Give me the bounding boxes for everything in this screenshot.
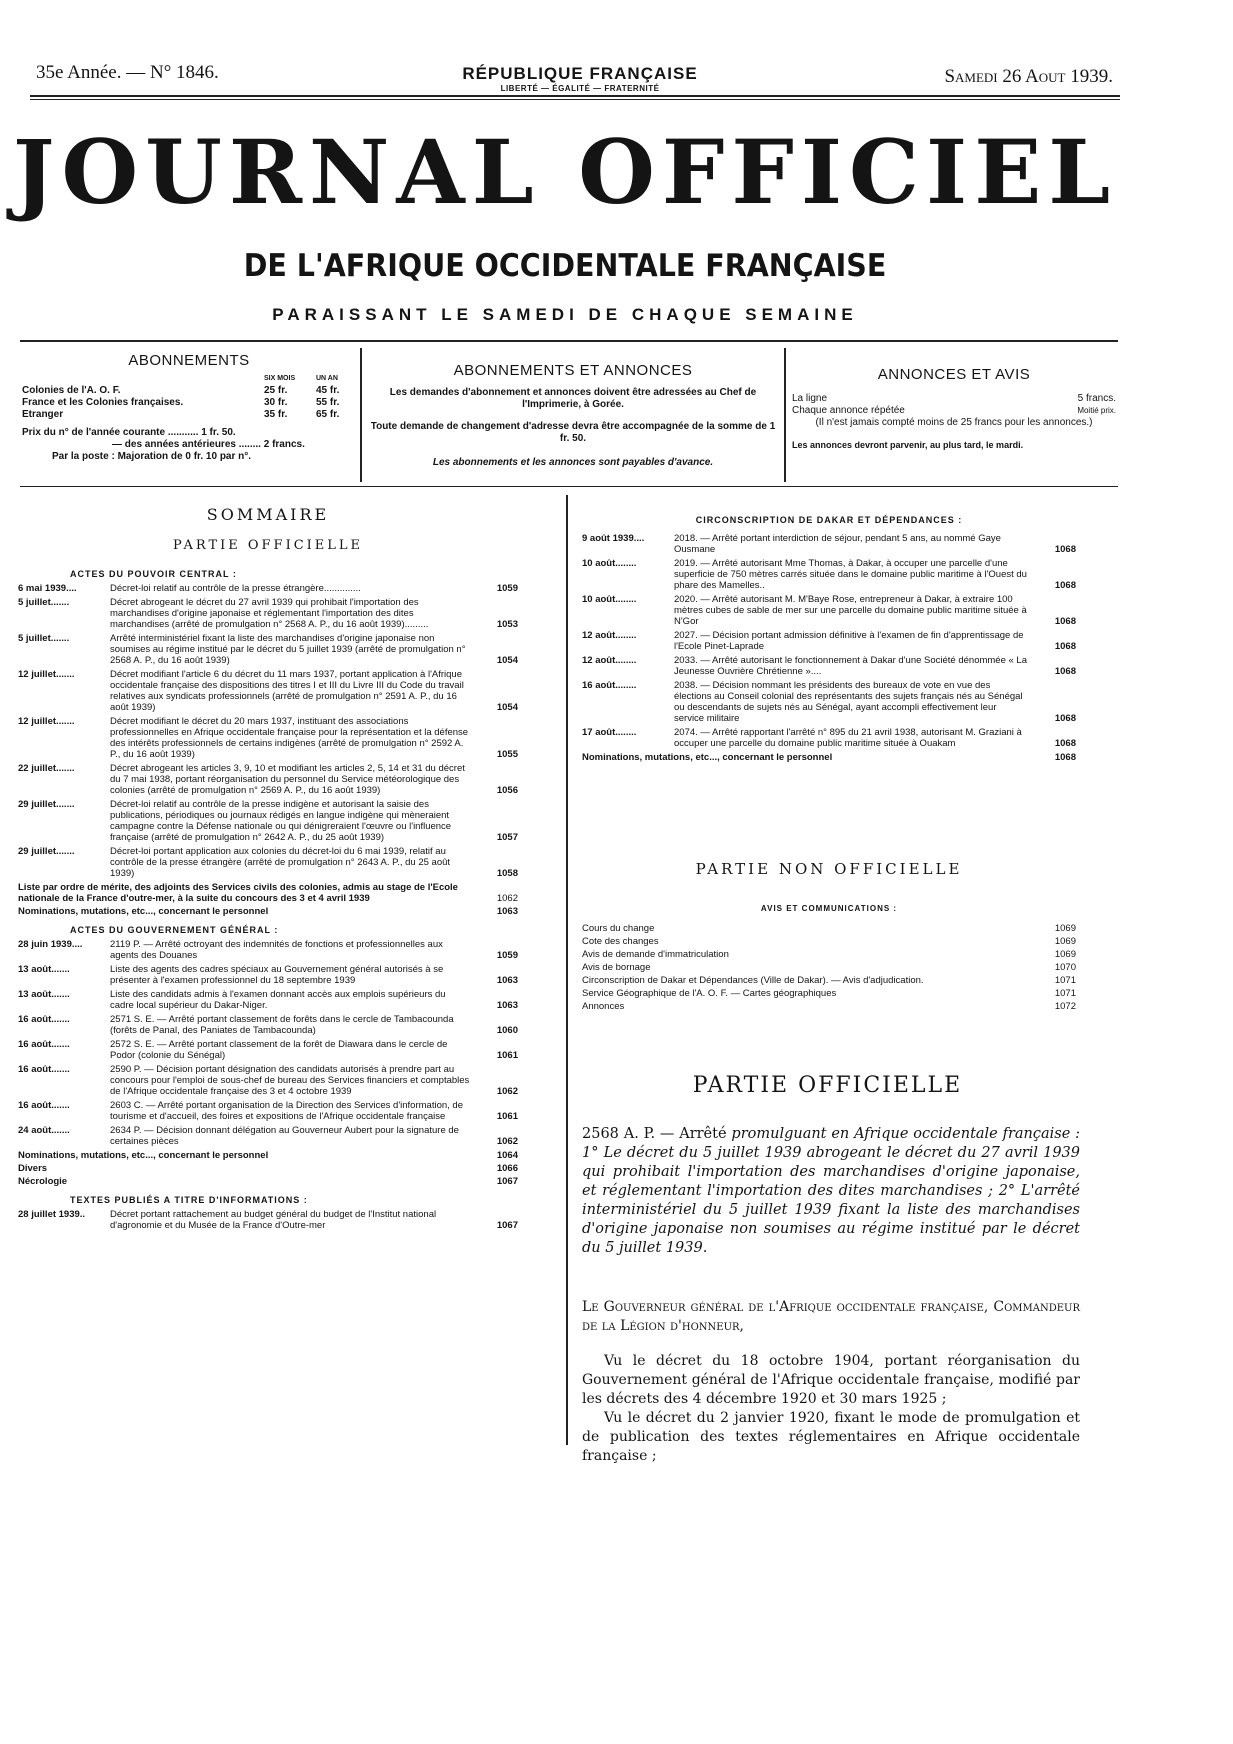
central-acts-heading: ACTES DU POUVOIR CENTRAL : xyxy=(70,569,237,579)
entry-date: 6 mai 1939.... xyxy=(18,583,77,594)
announces-heading: ANNONCES ET AVIS xyxy=(877,366,1031,383)
list-item xyxy=(18,763,518,796)
republic-label: RÉPUBLIQUE FRANÇAISE xyxy=(462,64,698,83)
entry-page: 1068 xyxy=(1054,738,1076,749)
governor-line: Le Gouverneur général de l'Afrique occidentale française, Commandeur de la Légion d'honneur, xyxy=(582,1299,1080,1334)
subscription-six: 35 fr. xyxy=(264,409,288,420)
subscription-label: France et les Colonies françaises. xyxy=(22,397,184,408)
journal-subtitle: DE L'AFRIQUE OCCIDENTALE FRANÇAISE xyxy=(243,248,887,284)
subscription-year: 65 fr. xyxy=(316,409,340,420)
entry-date: 28 juin 1939.... xyxy=(18,939,83,950)
entry-page: 1054 xyxy=(496,702,518,713)
dakar-nominations-page: 1068 xyxy=(1054,752,1076,763)
list-item xyxy=(582,558,1076,591)
announces-notices-box xyxy=(792,352,1116,486)
line-price-value: 5 francs. xyxy=(1077,393,1116,404)
nominations-page-1: 1063 xyxy=(496,906,518,917)
subscriptions-heading: ABONNEMENTS xyxy=(128,352,250,369)
journal-title: JOURNAL OFFICIEL xyxy=(12,120,1118,224)
list-item xyxy=(18,939,518,961)
entry-text: Arrêté interministériel fixant la liste des marchandises d'origine japonaise non soumises au régime institué par le décret du 5 juillet 1939 (arrêté de promulgation n° 2568 A. P., du 16 août 1939) xyxy=(110,633,466,666)
entry-text: Circonscription de Dakar et Dépendances (Ville de Dakar). — Avis d'adjudication. xyxy=(582,975,924,986)
gov-acts-list xyxy=(18,939,518,1147)
divers-text: Divers xyxy=(18,1163,48,1174)
entry-page: 1069 xyxy=(1054,923,1076,934)
unofficial-subheading: AVIS ET COMMUNICATIONS : xyxy=(760,904,898,913)
entry-page: 1063 xyxy=(496,975,518,986)
list-item xyxy=(582,923,1076,934)
summary-heading: SOMMAIRE xyxy=(206,505,330,524)
subscription-label: Colonies de l'A. O. F. xyxy=(22,385,121,396)
entry-page: 1068 xyxy=(1054,666,1076,677)
subscription-label: Etranger xyxy=(22,409,64,420)
entry-date: 5 juillet....... xyxy=(18,633,70,644)
entry-text: Service Géographique de l'A. O. F. — Cartes géographiques xyxy=(582,988,837,999)
price-current: Prix du n° de l'année courante ........... 1 fr. 50. xyxy=(22,427,236,438)
repeat-price-label: Chaque annonce répétée xyxy=(792,405,905,416)
list-item xyxy=(582,594,1076,627)
entry-text: 2634 P. — Décision donnant délégation au Gouverneur Aubert pour la signature de certaines pièces xyxy=(110,1125,459,1147)
arrete-text: promulguant en Afrique occidentale française : 1° Le décret du 5 juillet 1939 abrogeant le décret du 27 avril 1939 qui prohibait l'importation des marchandises d'origine japonaise, et réglementant l'importation des dites marchandises ; 2° L'arrêté interministériel du 5 juillet 1939 fixant la liste des marchandises d'origine japonaise non soumises au régime institué par le décret du 5 juillet 1939. xyxy=(582,1126,1081,1256)
list-item xyxy=(18,716,518,760)
central-acts-list xyxy=(18,583,518,879)
entry-text: 2119 P. — Arrêté octroyant des indemnités de fonctions et professionnelles aux agents des Douanes xyxy=(110,939,443,961)
list-item xyxy=(18,964,518,986)
entry-page: 1054 xyxy=(496,655,518,666)
body-heading: PARTIE OFFICIELLE xyxy=(692,1073,963,1098)
entry-page: 1062 xyxy=(496,1136,518,1147)
entry-text: Décret-loi relatif au contrôle de la presse indigène et autorisant la saisie des publications, périodiques ou journaux rédigés en langue indigène qui mèneraient campagne contre la Défense nationale ou qui dénigreraient l'œuvre ou l'influence française (arrêté de promulgation n° 2642 A. P., du 25 août 1939) xyxy=(110,799,452,843)
entry-date: 9 août 1939.... xyxy=(582,533,645,544)
entry-text: Cours du change xyxy=(582,923,655,934)
box-top-rule xyxy=(20,340,1118,342)
nominations-text-2: Nominations, mutations, etc..., concernant le personnel xyxy=(18,1150,269,1161)
journal-tagline: PARAISSANT LE SAMEDI DE CHAQUE SEMAINE xyxy=(272,305,858,324)
entry-page: 1061 xyxy=(496,1050,518,1061)
entry-date: 16 août....... xyxy=(18,1064,70,1075)
repeat-price xyxy=(792,405,1116,417)
list-item xyxy=(18,597,518,630)
entry-text: Cote des changes xyxy=(582,936,659,947)
issue-number: 35e Année. — N° 1846. xyxy=(36,62,219,83)
entry-page: 1071 xyxy=(1054,988,1076,999)
list-item xyxy=(18,1209,518,1231)
entry-page: 1059 xyxy=(496,583,518,594)
entry-text: Décret abrogeant les articles 3, 9, 10 et modifiant les articles 2, 5, 14 et 31 du décret du 7 mai 1938, portant réorganisation du personnel du Service météorologique des colonies (arrêté de promulgation n° 2569 A. P., du 16 août 1939) xyxy=(110,763,465,796)
subscription-year: 55 fr. xyxy=(316,397,340,408)
entry-date: 13 août....... xyxy=(18,989,70,1000)
entry-date: 17 août........ xyxy=(582,727,637,738)
entry-text: 2603 C. — Arrêté portant organisation de la Direction des Services d'information, de tourisme et d'accueil, des foires et expositions de l'Afrique occidentale française xyxy=(110,1100,463,1122)
entry-page: 1053 xyxy=(496,619,518,630)
entry-page: 1068 xyxy=(1054,616,1076,627)
entry-page: 1060 xyxy=(496,1025,518,1036)
entry-text: Liste des candidats admis à l'examen donnant accès aux emplois supérieurs du cadre local supérieur du Dakar-Niger. xyxy=(110,989,446,1011)
entry-text: Décret abrogeant le décret du 27 avril 1939 qui prohibait l'importation des marchandises d'origine japonaise et réglementant l'importation des dites marchandises (arrêté de promulgation n° 2568 A. P., du 16 août 1939)......... xyxy=(110,597,429,630)
divers-page: 1066 xyxy=(496,1163,518,1174)
subscriptions-table-head xyxy=(22,373,356,385)
header-rule-thin xyxy=(30,99,1120,100)
entry-text: 2027. — Décision portant admission définitive à l'examen de fin d'apprentissage de l'Ecole Pinet-Laprade xyxy=(674,630,1024,652)
entry-date: 28 juillet 1939.. xyxy=(18,1209,86,1220)
minimum-note: (Il n'est jamais compté moins de 25 francs pour les annonces.) xyxy=(815,417,1093,428)
dakar-list xyxy=(582,533,1076,749)
entry-date: 10 août........ xyxy=(582,558,637,569)
unofficial-list xyxy=(582,923,1076,1012)
entry-page: 1069 xyxy=(1054,936,1076,947)
sub-announce-heading: ABONNEMENTS ET ANNONCES xyxy=(453,362,693,379)
entry-page: 1070 xyxy=(1054,962,1076,973)
entry-page: 1068 xyxy=(1054,580,1076,591)
necro-text: Nécrologie xyxy=(18,1176,68,1187)
list-item xyxy=(18,633,518,666)
unofficial-section xyxy=(582,860,1076,1014)
dakar-nominations xyxy=(582,752,1076,763)
subscription-year: 45 fr. xyxy=(316,385,340,396)
list-item xyxy=(18,1064,518,1097)
vu-2: Vu le décret du 2 janvier 1920, fixant le mode de promulgation et de publication des textes réglementaires en Afrique occidentale française ; xyxy=(582,1410,1080,1464)
entry-text: 2018. — Arrêté portant interdiction de séjour, pendant 5 ans, au nommé Gaye Ousmane xyxy=(674,533,1001,555)
entry-text: 2074. — Arrêté rapportant l'arrêté n° 895 du 21 avril 1938, autorisant M. Graziani à occuper une parcelle du domaine public maritime située à Ouakam xyxy=(674,727,1022,749)
list-item xyxy=(582,630,1076,652)
subscription-six: 30 fr. xyxy=(264,397,288,408)
sub-announce-p3: Les abonnements et les annonces sont payables d'avance. xyxy=(432,457,714,468)
summary-column xyxy=(18,505,518,1234)
dakar-section xyxy=(582,515,1076,765)
textes-heading: TEXTES PUBLIÉS A TITRE D'INFORMATIONS : xyxy=(70,1195,308,1205)
entry-date: 10 août........ xyxy=(582,594,637,605)
liste-text: Liste par ordre de mérite, des adjoints des Services civils des colonies, admis au stage de l'Ecole nationale de la France d'outre-mer, à la suite du concours des 3 et 4 avril 1939 xyxy=(18,882,458,904)
box-bottom-rule xyxy=(20,486,1118,487)
dakar-nominations-text: Nominations, mutations, etc..., concernant le personnel xyxy=(582,752,833,763)
entry-date: 12 juillet....... xyxy=(18,716,75,727)
entry-page: 1058 xyxy=(496,868,518,879)
gov-acts-heading: ACTES DU GOUVERNEMENT GÉNÉRAL : xyxy=(70,925,279,935)
entry-text: 2020. — Arrêté autorisant M. M'Baye Rose, entrepreneur à Dakar, à extraire 100 mètres cubes de sable de mer sur une parcelle du domaine public maritime située à N'Gor xyxy=(674,594,1027,627)
subscription-six: 25 fr. xyxy=(264,385,288,396)
list-item xyxy=(18,583,518,594)
list-item xyxy=(582,949,1076,960)
box-divider-2 xyxy=(784,348,786,482)
subscription-row xyxy=(22,385,356,397)
entry-text: Avis de bornage xyxy=(582,962,651,973)
subscriptions-box xyxy=(22,352,356,486)
entry-date: 5 juillet....... xyxy=(18,597,70,608)
list-item xyxy=(582,680,1076,724)
entry-text: Décret-loi relatif au contrôle de la presse étrangère.............. xyxy=(110,583,361,594)
entry-text: 2038. — Décision nommant les présidents des bureaux de vote en vue des élections au Conseil colonial des représentants des sujets français nés au Sénégal ou descendants de sujets nés au Sénégal, ayant accompli effectivement leur service militaire xyxy=(674,680,1023,724)
list-item xyxy=(582,533,1076,555)
entry-text: Avis de demande d'immatriculation xyxy=(582,949,729,960)
nominations-entry-2 xyxy=(18,1150,518,1161)
entry-page: 1063 xyxy=(496,1000,518,1011)
entry-page: 1056 xyxy=(496,785,518,796)
entry-text: Décret-loi portant application aux colonies du décret-loi du 6 mai 1939, relatif au contrôle de la presse étrangère (arrêté de promulgation n° 2643 A. P., du 25 août 1939) xyxy=(110,846,451,879)
list-item xyxy=(18,1014,518,1036)
entry-page: 1057 xyxy=(496,832,518,843)
divers-entry xyxy=(18,1163,518,1174)
entry-date: 24 août....... xyxy=(18,1125,70,1136)
entry-date: 16 août....... xyxy=(18,1039,70,1050)
header-rule xyxy=(30,95,1120,97)
deadline-note: Les annonces devront parvenir, au plus tard, le mardi. xyxy=(792,440,1024,450)
list-item xyxy=(582,936,1076,947)
nominations-text-1: Nominations, mutations, etc..., concernant le personnel xyxy=(18,906,269,917)
entry-page: 1071 xyxy=(1054,975,1076,986)
entry-date: 16 août....... xyxy=(18,1014,70,1025)
entry-page: 1068 xyxy=(1054,544,1076,555)
arrete-number: 2568 A. P. — Arrêté xyxy=(582,1126,727,1142)
entry-text: Annonces xyxy=(582,1001,625,1012)
list-item xyxy=(582,727,1076,749)
list-item xyxy=(582,988,1076,999)
entry-page: 1068 xyxy=(1054,641,1076,652)
sub-announce-p2: Toute demande de changement d'adresse devra être accompagnée de la somme de 1 fr. 50. xyxy=(370,421,776,444)
list-item xyxy=(18,669,518,713)
list-item xyxy=(18,989,518,1011)
list-item xyxy=(18,1100,518,1122)
subscriptions-announces-box xyxy=(368,352,778,486)
arrete-block xyxy=(582,1125,1080,1258)
unofficial-heading: PARTIE NON OFFICIELLE xyxy=(695,860,963,878)
entry-text: 2572 S. E. — Arrêté portant classement de la forêt de Diawara dans le cercle de Podor (colonie du Sénégal) xyxy=(110,1039,448,1061)
entry-date: 12 août........ xyxy=(582,655,637,666)
summary-official-heading: PARTIE OFFICIELLE xyxy=(172,538,364,553)
nominations-entry-1 xyxy=(18,906,518,917)
necro-page: 1067 xyxy=(496,1176,518,1187)
subscriptions-rows xyxy=(22,385,356,421)
entry-page: 1072 xyxy=(1054,1001,1076,1012)
entry-text: 2571 S. E. — Arrêté portant classement de forêts dans le cercle de Tambacounda (forêts de Panal, des Paniates de Tambacounda) xyxy=(110,1014,454,1036)
post-surcharge: Par la poste : Majoration de 0 fr. 10 par n°. xyxy=(52,451,252,462)
col-one-year: UN AN xyxy=(316,375,338,382)
entry-date: 13 août....... xyxy=(18,964,70,975)
entry-date: 29 juillet....... xyxy=(18,846,75,857)
masthead-republic xyxy=(420,64,740,93)
entry-page: 1059 xyxy=(496,950,518,961)
entry-date: 12 août........ xyxy=(582,630,637,641)
entry-text: Décret portant rattachement au budget général du budget de l'Institut national d'agronomie et du Musée de la France d'Outre-mer xyxy=(110,1209,437,1231)
entry-page: 1068 xyxy=(1054,713,1076,724)
entry-text: 2019. — Arrêté autorisant Mme Thomas, à Dakar, à occuper une parcelle d'une superficie de 750 mètres carrés située dans le domaine public maritime à l'Ouest du phare des Mamelles.. xyxy=(674,558,1027,591)
list-item xyxy=(18,1039,518,1061)
liste-page: 1062 xyxy=(496,893,518,904)
list-item xyxy=(582,962,1076,973)
list-item xyxy=(582,655,1076,677)
issue-date: Samedi 26 Aout 1939. xyxy=(944,66,1113,87)
entry-page: 1067 xyxy=(496,1220,518,1231)
box-divider-1 xyxy=(360,348,362,482)
entry-text: Décret modifiant le décret du 20 mars 1937, instituant des associations professionnelles en Afrique occidentale française pour la représentation et la défense des intérêts professionnels de certains indigènes (arrêté de promulgation n° 2592 A. P., du 16 août 1939) xyxy=(110,716,469,760)
necro-entry xyxy=(18,1176,518,1187)
entry-page: 1062 xyxy=(496,1086,518,1097)
entry-page: 1061 xyxy=(496,1111,518,1122)
entry-text: Liste des agents des cadres spéciaux au Gouvernement général autorisés à se présenter à l'examen professionnel du 18 septembre 1939 xyxy=(110,964,444,986)
republic-motto: LIBERTÉ — ÉGALITÉ — FRATERNITÉ xyxy=(500,84,660,93)
entry-date: 16 août........ xyxy=(582,680,637,691)
price-previous: — des années antérieures ........ 2 francs. xyxy=(112,439,305,450)
list-item xyxy=(582,975,1076,986)
subscription-row xyxy=(22,409,356,421)
entry-date: 29 juillet....... xyxy=(18,799,75,810)
repeat-price-value: Moitié prix. xyxy=(1077,406,1116,415)
entry-date: 16 août....... xyxy=(18,1100,70,1111)
entry-page: 1069 xyxy=(1054,949,1076,960)
line-price-label: La ligne xyxy=(792,393,828,404)
liste-entry xyxy=(18,882,518,904)
list-item xyxy=(18,846,518,879)
nominations-page-2: 1064 xyxy=(496,1150,518,1161)
textes-list xyxy=(18,1209,518,1231)
sub-announce-p1: Les demandes d'abonnement et annonces doivent être adressées au Chef de l'Imprimerie, à Gorée. xyxy=(389,387,757,410)
list-item xyxy=(18,799,518,843)
dakar-heading: CIRCONSCRIPTION DE DAKAR ET DÉPENDANCES : xyxy=(695,515,963,525)
entry-text: 2590 P. — Décision portant désignation des candidats autorisés à prendre part au concours pour l'emploi de sous-chef de bureau des Services financiers et comptables de l'Afrique occidentale française des 3 et 4 octobre 1939 xyxy=(110,1064,470,1097)
line-price xyxy=(792,393,1116,405)
col-six-months: SIX MOIS xyxy=(264,375,296,382)
column-divider xyxy=(566,495,568,1445)
list-item xyxy=(582,1001,1076,1012)
entry-page: 1055 xyxy=(496,749,518,760)
subscription-row xyxy=(22,397,356,409)
entry-date: 22 juillet....... xyxy=(18,763,75,774)
entry-text: 2033. — Arrêté autorisant le fonctionnement à Dakar d'une Société dénommée « La Jeunesse Ouvrière Chrétienne ».... xyxy=(674,655,1028,677)
entry-text: Décret modifiant l'article 6 du décret du 11 mars 1937, portant application à l'Afrique occidentale française des dispositions des titres I et III du Livre III du Code du travail relatives aux syndicats professionnels (arrêté de promulgation n° 2591 A. P., du 16 août 1939) xyxy=(110,669,464,713)
vu-1: Vu le décret du 18 octobre 1904, portant réorganisation du Gouvernement général de l'Afrique occidentale française, modifié par les décrets des 4 décembre 1920 et 30 mars 1925 ; xyxy=(582,1353,1080,1407)
entry-date: 12 juillet....... xyxy=(18,669,75,680)
list-item xyxy=(18,1125,518,1147)
